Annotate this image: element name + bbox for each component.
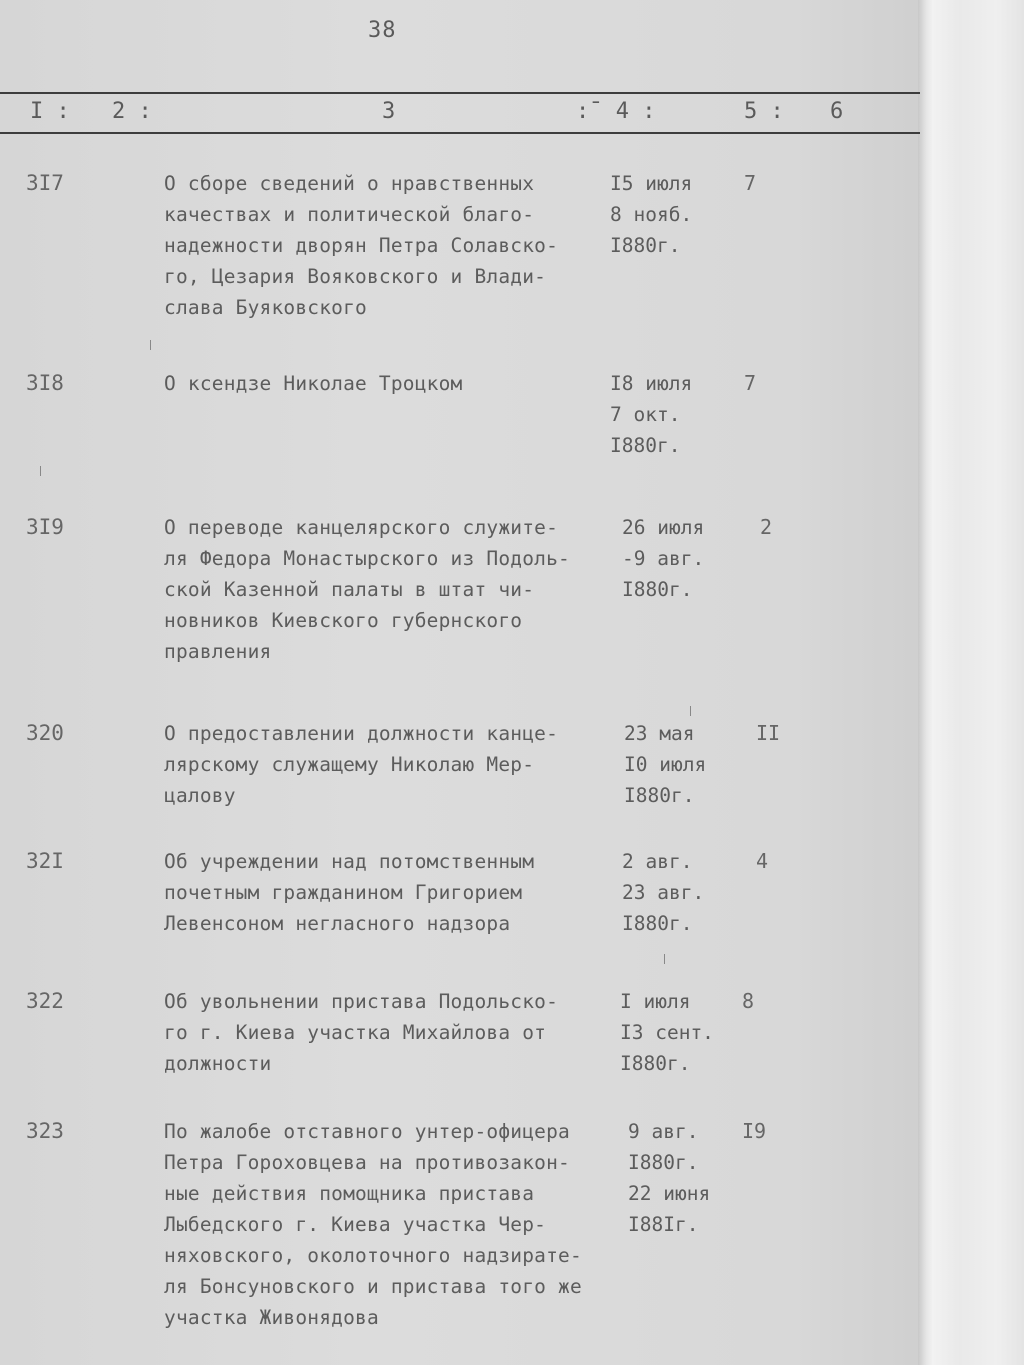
entry-number: 3I9 <box>26 515 64 539</box>
entry-dates: 9 авг. I880г. 22 июня I88Iг. <box>628 1120 711 1236</box>
entry-title: Об учреждении над потомственным почетным гражданином Григорием Левенсоном негласного надзора <box>164 850 535 935</box>
entry-title: О ксендзе Николае Троцком <box>164 372 463 395</box>
entry-leaf-count: 7 <box>744 371 757 395</box>
entry-dates: 23 мая I0 июля I880г. <box>624 722 707 807</box>
entry-number: 3I8 <box>26 371 64 395</box>
entry-leaf-count: 8 <box>742 989 755 1013</box>
entry-title: О переводе канцелярского служите- ля Федора Монастырского из Подоль- ской Казенной палаты в штат чи- новников Киевского губернского правления <box>164 516 570 663</box>
adjacent-page <box>932 0 1024 1365</box>
column-header-1: I : <box>30 99 70 124</box>
column-header-6: 6 <box>830 99 844 124</box>
entry-title: Об увольнении пристава Подольско- го г. Киева участка Михайлова от должности <box>164 990 559 1075</box>
entry-leaf-count: 4 <box>756 849 769 873</box>
entry-number: 320 <box>26 721 64 745</box>
entry-leaf-count: I9 <box>742 1119 767 1143</box>
entry-dates: I8 июля 7 окт. I880г. <box>610 372 693 457</box>
entry-title: О предоставлении должности канце- лярскому служащему Николаю Мер- цалову <box>164 722 559 807</box>
entry-dates: I июля I3 сент. I880г. <box>620 990 714 1075</box>
page-number: 38 <box>368 18 397 43</box>
header-rule-bottom <box>0 132 920 134</box>
column-header-2: 2 : <box>112 99 152 124</box>
column-header-5: 5 : <box>744 99 784 124</box>
entry-dates: 26 июля -9 авг. I880г. <box>622 516 705 601</box>
entry-number: 3I7 <box>26 171 64 195</box>
column-header-3: 3 <box>382 99 396 124</box>
entry-title: О сборе сведений о нравственных качествах и политической благо- надежности дворян Петра Солавско- го, Цезария Вояковского и Влади- слава Буяковского <box>164 172 559 319</box>
entry-leaf-count: 7 <box>744 171 757 195</box>
entry-dates: 2 авг. 23 авг. I880г. <box>622 850 705 935</box>
stray-pen-mark <box>40 466 41 476</box>
column-header-4: :¯ 4 : <box>576 99 656 124</box>
entry-leaf-count: II <box>756 721 781 745</box>
entry-dates: I5 июля 8 нояб. I880г. <box>610 172 693 257</box>
stray-pen-mark <box>690 706 691 716</box>
stray-pen-mark <box>664 954 665 964</box>
entry-number: 323 <box>26 1119 64 1143</box>
entry-leaf-count: 2 <box>760 515 773 539</box>
entry-number: 32I <box>26 849 64 873</box>
entry-number: 322 <box>26 989 64 1013</box>
stray-pen-mark <box>150 340 151 350</box>
page-edge <box>918 0 932 1365</box>
entry-title: По жалобе отставного унтер-офицера Петра Гороховцева на противозакон- ные действия помощника пристава Лыбедского г. Киева участка Чер- няховского, околоточного надзирате- ля Бонсуновского и пристава того же участка Живонядова <box>164 1120 582 1329</box>
